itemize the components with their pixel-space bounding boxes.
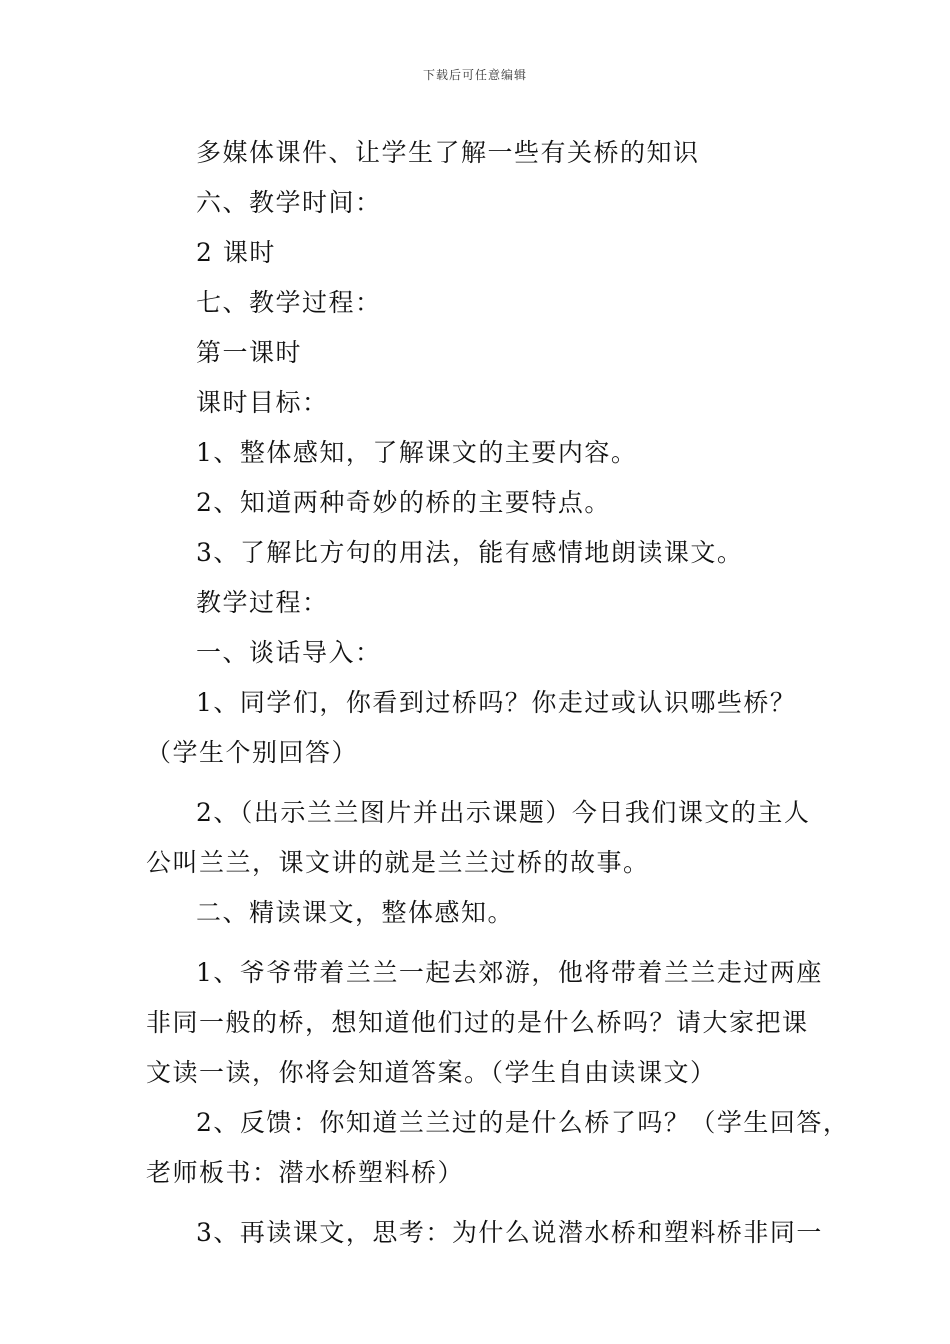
paragraph	[146, 1098, 850, 1198]
text-line: 多媒体课件、让学生了解一些有关桥的知识	[196, 138, 700, 167]
paragraph-line: （学生个别回答）	[146, 738, 359, 767]
list-item: 3、了解比方句的用法，能有感情地朗读课文。	[196, 538, 744, 567]
paragraph-line: 2、（出示兰兰图片并出示课题）今日我们课文的主人	[196, 798, 811, 827]
paragraph	[146, 788, 836, 888]
text-line: 课时目标：	[196, 388, 329, 417]
page-header: 下载后可任意编辑	[422, 68, 527, 82]
paragraph-line: 1、同学们，你看到过桥吗？你走过或认识哪些桥？	[196, 688, 797, 717]
paragraph-line: 1、爷爷带着兰兰一起去郊游，他将带着兰兰走过两座	[196, 958, 823, 987]
paragraph-line: 2、反馈：你知道兰兰过的是什么桥了吗？（学生回答，	[196, 1108, 850, 1137]
document-body	[146, 128, 850, 1258]
paragraph-line: 公叫兰兰，课文讲的就是兰兰过桥的故事。	[146, 848, 650, 877]
section-heading: 一、谈话导入：	[196, 638, 382, 667]
text-line: 第一课时	[196, 338, 303, 367]
list-item: 1、整体感知，了解课文的主要内容。	[196, 438, 638, 467]
list-item: 2、知道两种奇妙的桥的主要特点。	[196, 488, 611, 517]
paragraph-line: 非同一般的桥，想知道他们过的是什么桥吗？请大家把课	[146, 1008, 809, 1037]
paragraph-line: 文读一读，你将会知道答案。（学生自由读课文）	[146, 1058, 717, 1087]
section-heading: 六、教学时间：	[196, 188, 382, 217]
section-heading: 二、精读课文，整体感知。	[196, 898, 515, 927]
paragraph	[146, 1208, 836, 1258]
paragraph	[146, 678, 836, 778]
text-line: 2 课时	[196, 238, 276, 267]
text-line: 教学过程：	[196, 588, 329, 617]
paragraph-line: 老师板书：潜水桥塑料桥）	[146, 1158, 465, 1187]
section-heading: 七、教学过程：	[196, 288, 382, 317]
paragraph	[146, 888, 836, 938]
paragraph	[146, 948, 836, 1098]
paragraph-line: 3、再读课文，思考：为什么说潜水桥和塑料桥非同一	[196, 1218, 823, 1247]
